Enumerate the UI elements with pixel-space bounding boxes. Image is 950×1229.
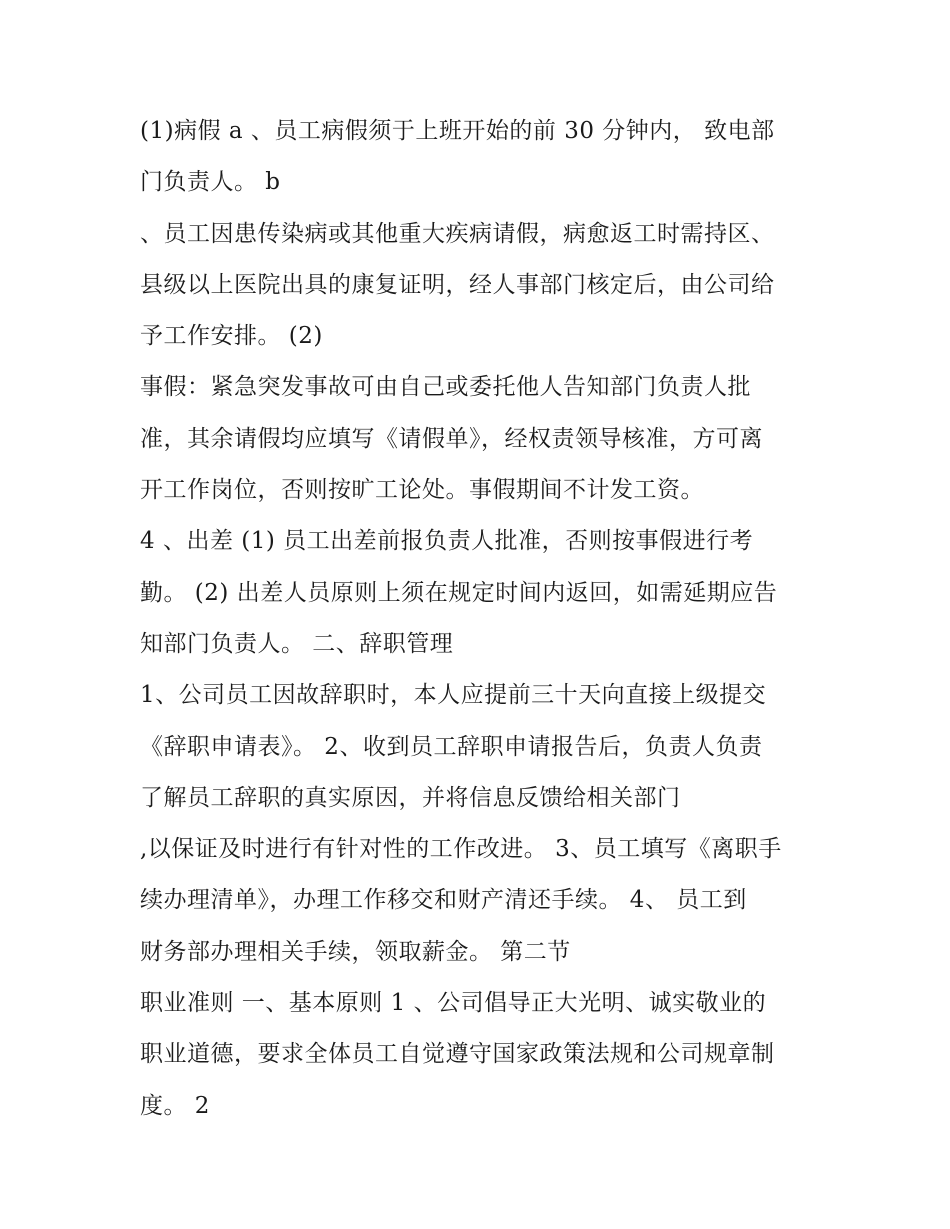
- text-line: (1)病假 a 、员工病假须于上班开始的前 30 分钟内， 致电部: [140, 118, 775, 144]
- text-line: 勤。 (2) 出差人员原则上须在规定时间内返回，如需延期应告: [140, 579, 778, 606]
- text-line: 职业道德，要求全体员工自觉遵守国家政策法规和公司规章制: [140, 1041, 775, 1068]
- text-line: 了解员工辞职的真实原因，并将信息反馈给相关部门: [140, 784, 681, 811]
- text-line: 续办理清单》，办理工作移交和财产清还手续。 4、 员工到: [140, 887, 747, 914]
- text-line: 事假：紧急突发事故可由自己或委托他人告知部门负责人批: [140, 374, 751, 401]
- text-line: 《辞职申请表》。 2、收到员工辞职申请报告后，负责人负责: [140, 733, 763, 760]
- text-line: 县级以上医院出具的康复证明，经人事部门核定后，由公司给: [140, 271, 775, 298]
- text-line: 1、公司员工因故辞职时，本人应提前三十天向直接上级提交: [140, 682, 767, 709]
- text-line: 、员工因患传染病或其他重大疾病请假，病愈返工时需持区、: [140, 220, 775, 247]
- text-line: 职业准则 一、基本原则 1 、公司倡导正大光明、诚实敬业的: [140, 990, 767, 1017]
- text-line: 开工作岗位，否则按旷工论处。事假期间不计发工资。: [140, 477, 704, 504]
- text-line: ,以保证及时进行有针对性的工作改进。 3、员工填写《离职手: [140, 836, 782, 863]
- text-line: 财务部办理相关手续，领取薪金。 第二节: [140, 938, 571, 965]
- text-line: 准，其余请假均应填写《请假单》，经权责领导核准，方可离: [140, 425, 763, 452]
- text-line: 度。 2: [140, 1092, 210, 1119]
- text-line: 4 、出差 (1) 员工出差前报负责人批准，否则按事假进行考: [140, 528, 754, 555]
- text-line: 门负责人。 b: [140, 169, 281, 196]
- text-line: 予工作安排。 (2): [140, 323, 323, 350]
- body-text: [140, 106, 830, 1132]
- text-line: 知部门负责人。 二、辞职管理: [140, 630, 454, 657]
